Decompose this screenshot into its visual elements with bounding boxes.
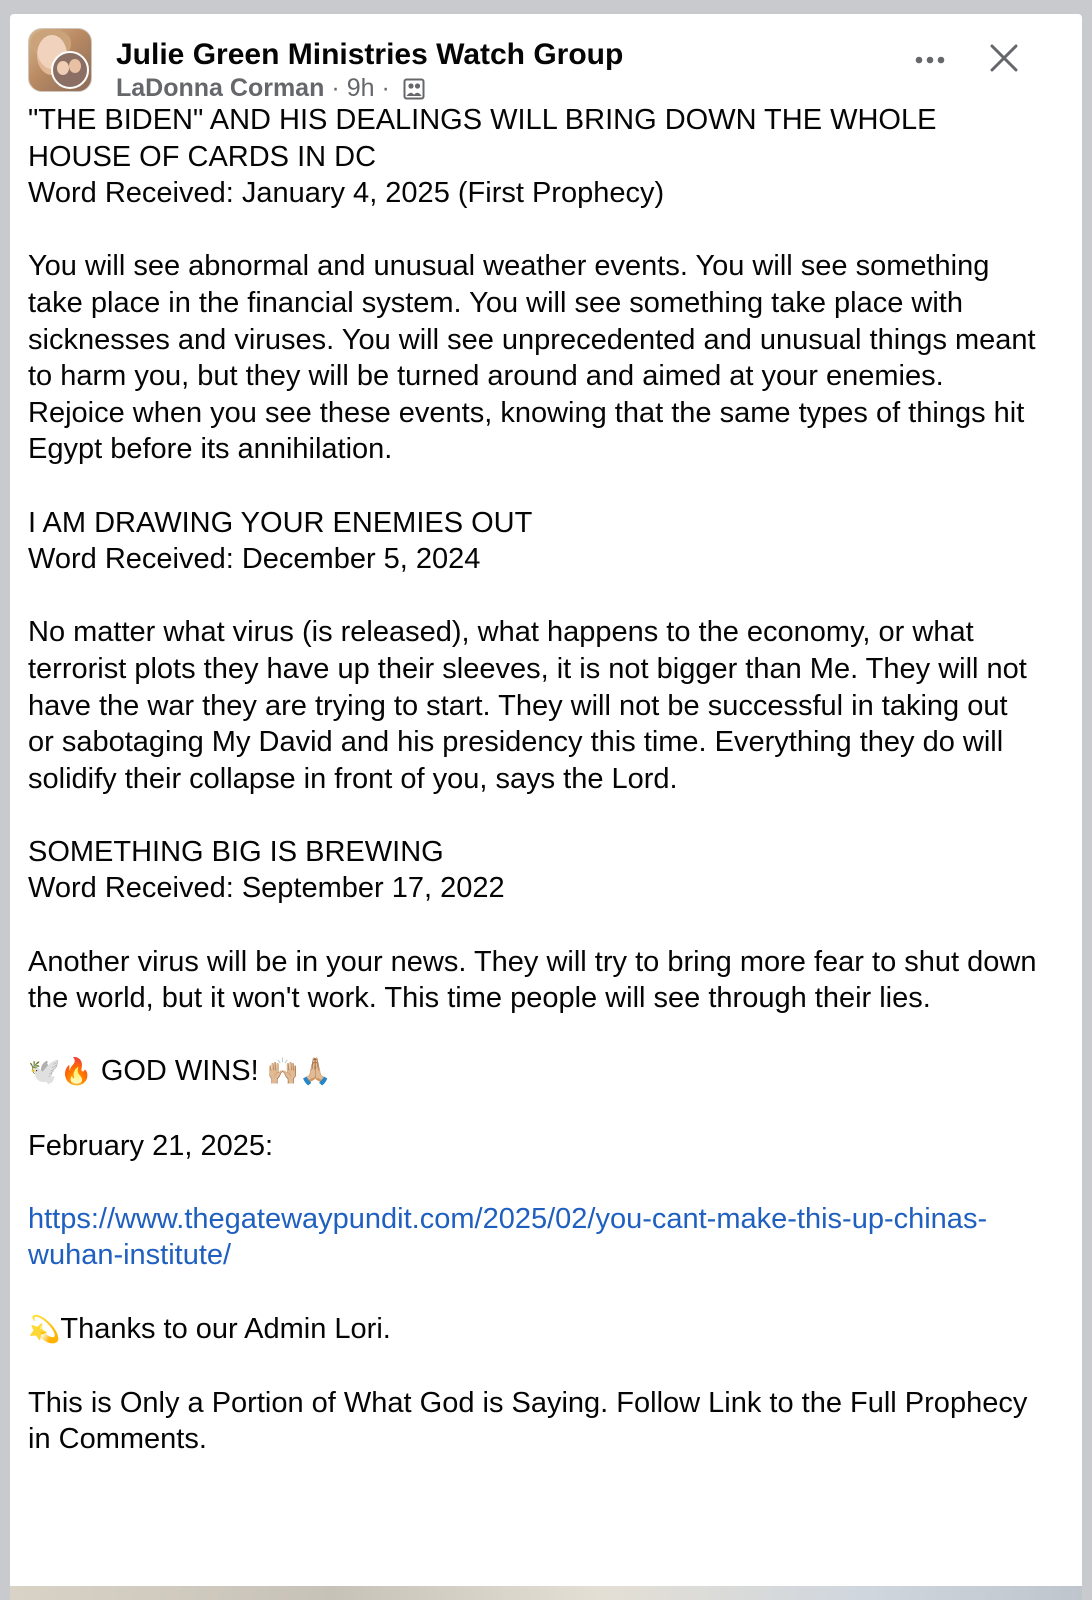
prophecy-3-date: Word Received: September 17, 2022 bbox=[28, 872, 505, 905]
badge-person-2 bbox=[69, 59, 81, 73]
prophecy-2-heading bbox=[28, 505, 1038, 578]
group-avatar[interactable] bbox=[28, 28, 92, 92]
prophecy-2-text: No matter what virus (is released), what happens to the economy, or what terrorist plots they have up their sleeves, it is not bigger than Me. They will not have the war they are trying to start. They will not be successful in taking out or sabotaging My David and his presidency this time. Everything they do will solidify their collapse in front of you, says the Lord. bbox=[28, 616, 1027, 795]
praise-pray-emoji: 🙌🏼🙏🏼 bbox=[266, 1057, 332, 1088]
meta-separator-2: · bbox=[381, 74, 390, 102]
badge-person-1 bbox=[57, 61, 69, 75]
dizzy-star-emoji: 💫 bbox=[28, 1314, 61, 1345]
prophecy-1-heading bbox=[28, 102, 1038, 212]
prophecy-1-title-line-2: HOUSE OF CARDS IN DC bbox=[28, 140, 377, 173]
god-wins-line bbox=[28, 1053, 1038, 1091]
prophecy-3-title: SOMETHING BIG IS BREWING bbox=[28, 835, 444, 868]
author-name-link[interactable]: LaDonna Corman bbox=[116, 74, 325, 102]
close-button[interactable] bbox=[982, 36, 1026, 80]
prophecy-1-text: You will see abnormal and unusual weather events. You will see something take place in the financial system. You will see something take place with sicknesses and viruses. You will see unprecedented and unusual things meant to harm you, but they will be turned around and aimed at your enemies. Rejoice when you see these events, knowing that the same types of things hit Egypt before its annihilation. bbox=[28, 250, 1036, 466]
prophecy-2-title: I AM DRAWING YOUR ENEMIES OUT bbox=[28, 506, 533, 539]
prophecy-2-date: Word Received: December 5, 2024 bbox=[28, 543, 481, 576]
attached-image-preview-edge[interactable] bbox=[10, 1586, 1082, 1600]
group-name-link[interactable]: Julie Green Ministries Watch Group bbox=[116, 38, 624, 71]
prophecy-3-text: Another virus will be in your news. They will try to bring more fear to shut down the world, but it won't work. This time people will see through their lies. bbox=[28, 945, 1037, 1015]
author-avatar-badge[interactable] bbox=[51, 51, 89, 89]
more-options-icon bbox=[914, 55, 946, 65]
thanks-text: Thanks to our Admin Lori. bbox=[60, 1312, 391, 1345]
prophecy-1-title-line-1: "THE BIDEN" AND HIS DEALINGS WILL BRING DOWN THE WHOLE bbox=[28, 104, 937, 136]
post-meta bbox=[116, 74, 425, 103]
prophecy-3-heading bbox=[28, 834, 1038, 907]
article-link[interactable]: https://www.thegatewaypundit.com/2025/02/you-cant-make-this-up-chinas-wuhan-institute/ bbox=[28, 1202, 988, 1272]
meta-separator: · bbox=[331, 74, 340, 102]
post-time-link[interactable]: 9h bbox=[346, 74, 375, 102]
prophecy-1-date: Word Received: January 4, 2025 (First Prophecy) bbox=[28, 177, 665, 210]
top-background-strip bbox=[0, 0, 1092, 10]
dove-fire-emoji: 🕊️🔥 bbox=[28, 1057, 93, 1088]
more-options-button[interactable] bbox=[908, 40, 952, 80]
post-body bbox=[28, 102, 1038, 1495]
group-members-icon bbox=[403, 78, 425, 100]
god-wins-text: GOD WINS! bbox=[100, 1055, 259, 1088]
post-date-line: February 21, 2025: bbox=[28, 1129, 274, 1162]
close-icon bbox=[989, 43, 1019, 73]
thanks-line bbox=[28, 1311, 1038, 1349]
portion-note: This is Only a Portion of What God is Saying. Follow Link to the Full Prophecy in Comments. bbox=[28, 1386, 1028, 1456]
article-link-paragraph bbox=[28, 1201, 1038, 1274]
